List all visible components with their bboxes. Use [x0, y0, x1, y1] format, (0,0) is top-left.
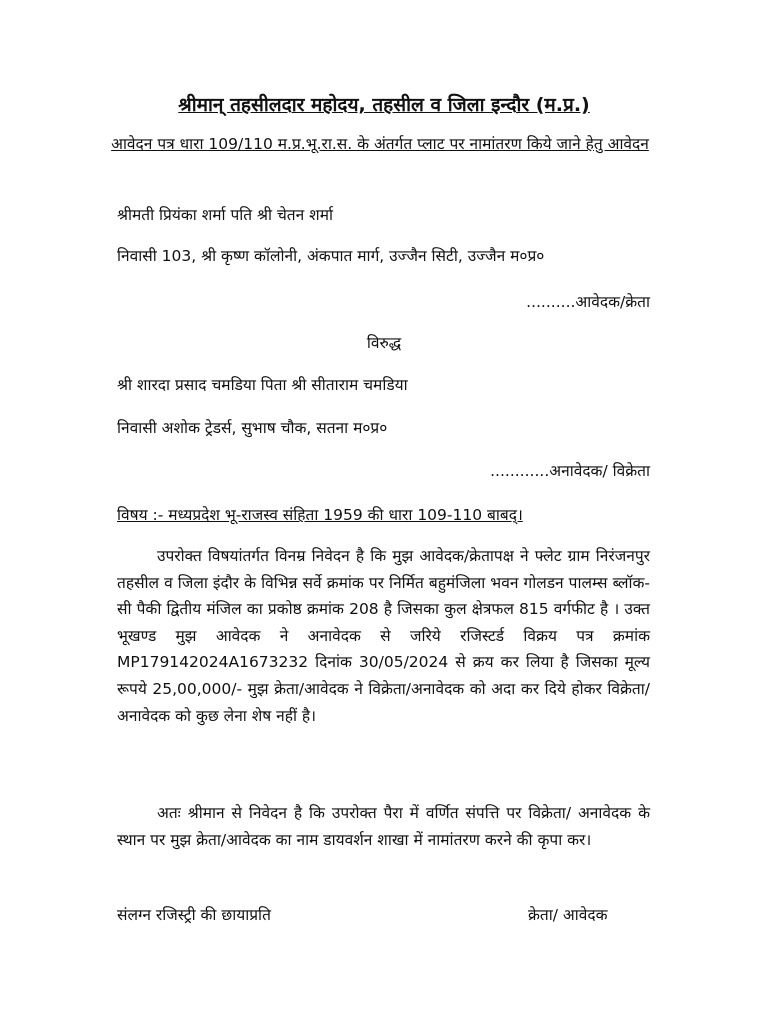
- respondent-name: श्री शारदा प्रसाद चमडिया पिता श्री सीताराम चमडिया: [117, 376, 408, 394]
- respondent-role: ............अनावेदक/ विक्रेता: [490, 462, 650, 480]
- versus-label: विरुद्ध: [366, 334, 402, 352]
- document-title: श्रीमान् तहसीलदार महोदय, तहसील व जिला इन्दौर (म.प्र.): [178, 94, 590, 116]
- body-paragraph-1: उपरोक्त विषयांतर्गत विनम्र निवेदन है कि मुझ आवेदक/क्रेतापक्ष ने फ्लेट ग्राम निरंजनपुर तहसील व जिला इंदौर के विभिन्न सर्वे क्रमांक पर निर्मित बहुमंजिला भवन गोलडन पालम्स ब्लॉक-सी पैकी द्वितीय मंजिल का प्रकोष्ठ क्रमांक 208 है जिसका कुल क्षेत्रफल 815 वर्गफीट है । उक्त भूखण्ड मुझ आवेदक ने अनावेदक से जरिये रजिस्टर्ड विक्रय पत्र क्रमांक MP179142024A1673232 दिनांक 30/05/2024 से क्रय कर लिया है जिसका मूल्य रूपये 25,00,000/- मुझ क्रेता/आवेदक ने विक्रेता/अनावेदक को अदा कर दिये होकर विक्रेता/अनावेदक को कुछ लेना शेष नहीं है।: [117, 547, 650, 725]
- signature-label: क्रेता/ आवेदक: [528, 906, 608, 924]
- applicant-address: निवासी 103, श्री कृष्ण कॉलोनी, अंकपात मार्ग, उज्जैन सिटी, उज्जैन म०प्र०: [117, 247, 545, 265]
- applicant-name: श्रीमती प्रियंका शर्मा पति श्री चेतन शर्मा: [117, 206, 333, 224]
- applicant-role: ..........आवेदक/क्रेता: [526, 293, 650, 311]
- body-paragraph-2: अतः श्रीमान से निवेदन है कि उपरोक्त पैरा में वर्णित संपत्ति पर विक्रेता/ अनावेदक के स्थान पर मुझ क्रेता/आवेदक का नाम डायवर्शन शाखा में नामांतरण करने की कृपा कर।: [117, 804, 650, 849]
- document-subtitle: आवेदन पत्र धारा 109/110 म.प्र.भू.रा.स. के अंतर्गत प्लाट पर नामांतरण किये जाने हेतु आवेदन: [111, 135, 649, 153]
- enclosure-note: संलग्न रजिस्ट्री की छायाप्रति: [117, 906, 271, 924]
- respondent-address: निवासी अशोक ट्रेडर्स, सुभाष चौक, सतना म०प्र०: [117, 419, 388, 437]
- subject-line: विषय :- मध्यप्रदेश भू-राजस्व संहिता 1959 की धारा 109-110 बाबद्।: [117, 506, 523, 524]
